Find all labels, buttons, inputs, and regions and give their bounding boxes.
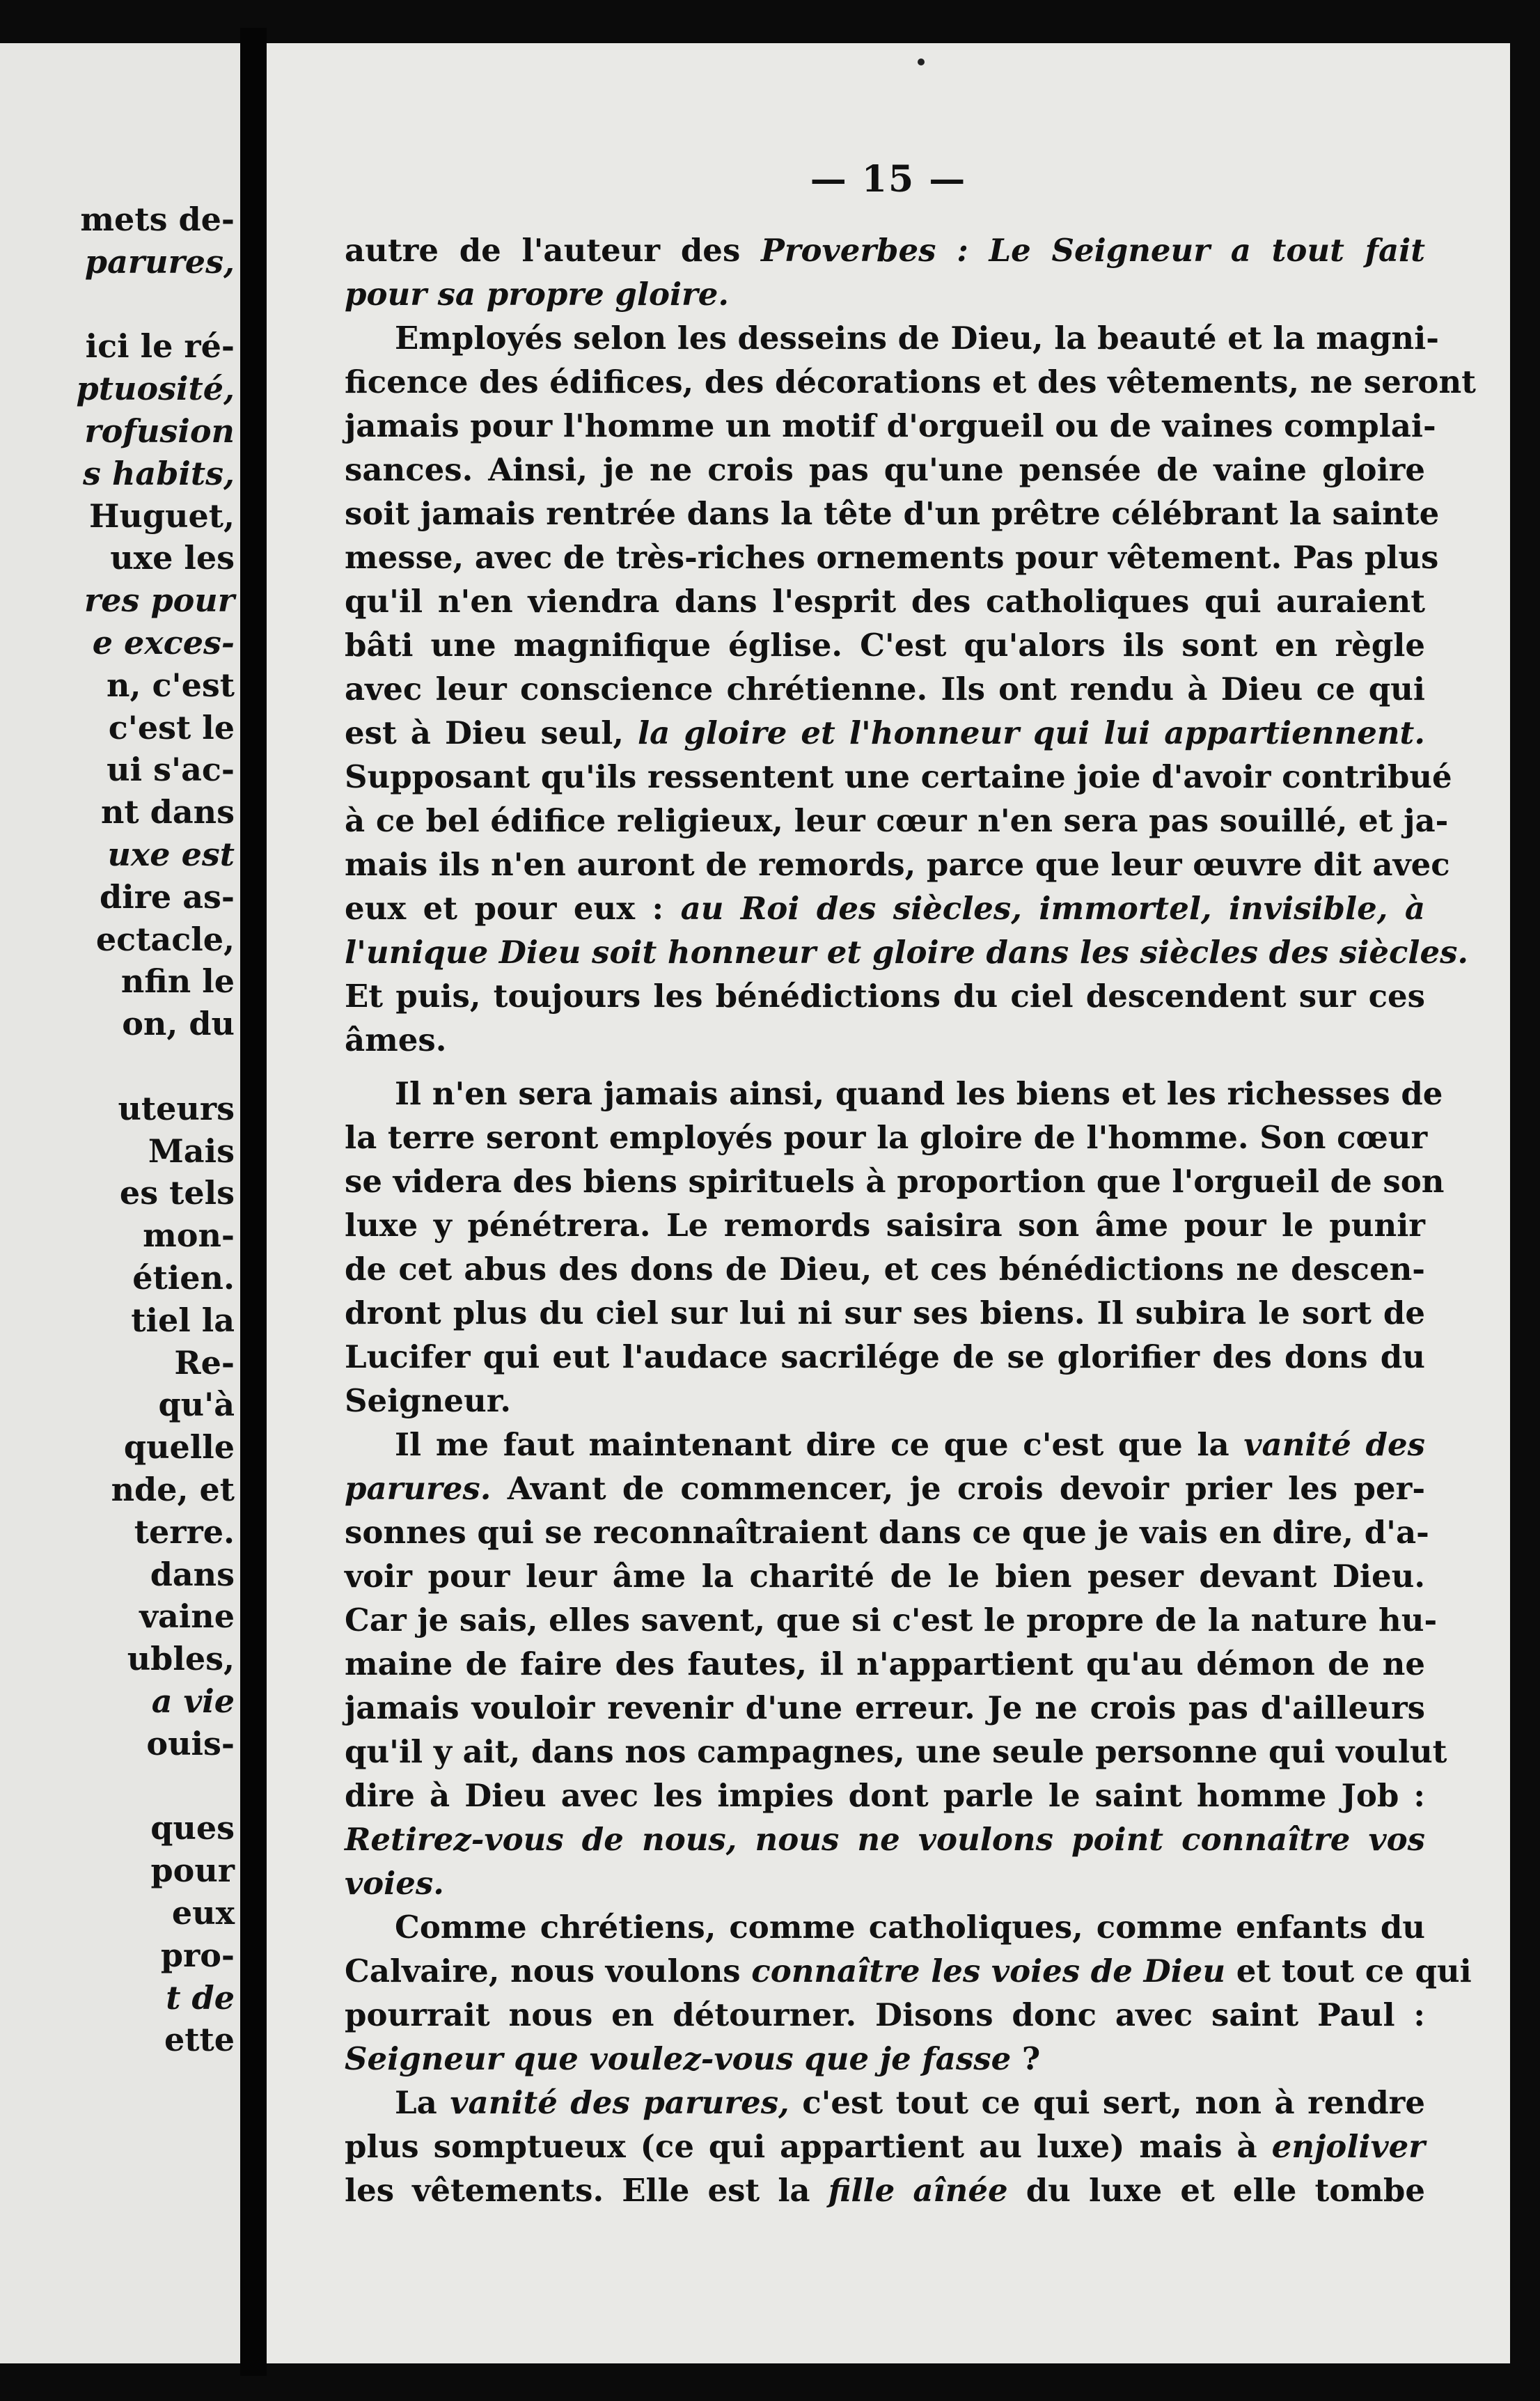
text-line bbox=[345, 667, 1425, 711]
text-line bbox=[345, 448, 1425, 492]
text-line bbox=[345, 1423, 1425, 1467]
text-line bbox=[345, 1861, 1425, 1905]
text-line bbox=[345, 623, 1425, 667]
left-page-line: ouis- bbox=[146, 1724, 235, 1762]
left-page-line: mon- bbox=[143, 1217, 235, 1255]
text-line bbox=[345, 1598, 1438, 1642]
left-page-line: uteurs bbox=[118, 1089, 235, 1127]
text-line bbox=[345, 228, 1425, 272]
italic-text: Retirez-vous de nous, nous ne voulons point connaître vos bbox=[345, 1821, 1425, 1858]
text-line bbox=[345, 1335, 1425, 1379]
left-page-line: uxe est bbox=[107, 836, 235, 873]
text-line bbox=[345, 360, 1476, 404]
left-page-line: Huguet, bbox=[88, 496, 235, 535]
text-span: c'est tout ce qui sert, non à rendre bbox=[789, 2084, 1426, 2121]
text-span: eux et pour eux : bbox=[345, 890, 681, 927]
left-page-line: ubles, bbox=[127, 1640, 235, 1678]
text-line bbox=[345, 1730, 1447, 1774]
left-page-line: étien. bbox=[132, 1259, 235, 1297]
italic-text: fille aînée bbox=[828, 2172, 1008, 2209]
italic-text: la gloire et l'honneur qui lui appartiennent. bbox=[638, 714, 1426, 751]
text-line bbox=[345, 272, 1425, 316]
text-line bbox=[345, 2168, 1425, 2212]
text-span: messe, avec de très-riches ornements pour vêtement. Pas plus bbox=[345, 539, 1439, 576]
text-span: dront plus du ciel sur lui ni sur ses biens. Il subira le sort de bbox=[345, 1295, 1425, 1331]
text-span: Comme chrétiens, comme catholiques, comme enfants du bbox=[395, 1909, 1425, 1946]
text-line bbox=[345, 1554, 1425, 1598]
left-page-line: vaine bbox=[139, 1597, 235, 1636]
text-line bbox=[345, 404, 1436, 448]
page-text bbox=[345, 228, 1476, 2212]
italic-text: l'unique Dieu soit honneur et gloire dans les siècles des siècles. bbox=[345, 934, 1469, 971]
text-span: la terre seront employés pour la gloire de l'homme. Son cœur bbox=[345, 1119, 1428, 1156]
left-page-line: t de bbox=[166, 1978, 235, 2017]
left-page-line: s habits, bbox=[83, 454, 235, 492]
text-span: à ce bel édifice religieux, leur cœur n'en sera pas souillé, et ja- bbox=[345, 802, 1449, 839]
text-span: Calvaire, nous voulons bbox=[345, 1953, 752, 1989]
text-span: sances. Ainsi, je ne crois pas qu'une pensée de vaine gloire bbox=[345, 451, 1425, 488]
text-line bbox=[345, 886, 1425, 930]
text-span: Il n'en sera jamais ainsi, quand les biens et les richesses de bbox=[395, 1075, 1443, 1112]
text-line bbox=[345, 799, 1449, 843]
left-page-line: ques bbox=[150, 1809, 235, 1847]
left-page-line: ptuosité, bbox=[76, 370, 235, 408]
text-line bbox=[345, 579, 1425, 623]
text-span: du luxe et elle tombe bbox=[1007, 2172, 1425, 2209]
italic-text: au Roi des siècles, immortel, invisible, à bbox=[680, 890, 1426, 927]
left-page-line: terre. bbox=[134, 1512, 235, 1551]
text-span: Avant de commencer, je crois devoir prier les per- bbox=[491, 1470, 1425, 1507]
text-span: voir pour leur âme la charité de le bien peser devant Dieu. bbox=[345, 1558, 1425, 1595]
left-page-line: uxe les bbox=[110, 539, 235, 577]
left-page-line: ui s'ac- bbox=[107, 751, 235, 789]
text-line bbox=[345, 1817, 1425, 1861]
left-page-line: tiel la bbox=[131, 1301, 235, 1339]
text-span: autre de l'auteur des bbox=[345, 232, 761, 269]
text-line bbox=[345, 1905, 1425, 1949]
text-span: maine de faire des fautes, il n'appartient qu'au démon de ne bbox=[345, 1645, 1425, 1682]
left-page-line: n, c'est bbox=[107, 666, 235, 704]
text-span: jamais vouloir revenir d'une erreur. Je ne crois pas d'ailleurs bbox=[345, 1689, 1425, 1726]
text-span: La bbox=[395, 2084, 450, 2121]
book-gutter bbox=[240, 28, 267, 2376]
text-span: et tout ce qui bbox=[1225, 1953, 1472, 1989]
text-line bbox=[345, 1510, 1429, 1554]
left-page-line: a vie bbox=[151, 1682, 235, 1720]
text-span: âmes. bbox=[345, 1022, 447, 1058]
left-page-line: parures, bbox=[84, 242, 235, 281]
italic-text: connaître les voies de Dieu bbox=[751, 1953, 1226, 1989]
text-line bbox=[345, 1686, 1425, 1730]
text-line bbox=[345, 930, 1469, 974]
text-line bbox=[345, 1379, 1425, 1423]
text-span: Car je sais, elles savent, que si c'est le propre de la nature hu- bbox=[345, 1602, 1438, 1639]
italic-text: vanité des parures, bbox=[450, 2084, 789, 2121]
left-page-line: Mais bbox=[148, 1132, 235, 1170]
italic-text: pour sa propre gloire. bbox=[345, 276, 730, 313]
italic-text: voies. bbox=[345, 1865, 444, 1902]
text-line bbox=[345, 974, 1425, 1018]
text-line bbox=[345, 535, 1439, 579]
left-page-line: dire as- bbox=[100, 877, 235, 916]
text-span: qu'il n'en viendra dans l'esprit des catholiques qui auraient bbox=[345, 583, 1425, 620]
text-span: Seigneur. bbox=[345, 1382, 511, 1419]
page-number: — 15 — bbox=[810, 158, 967, 201]
left-page-line: Re- bbox=[174, 1343, 235, 1382]
italic-text: vanité des bbox=[1243, 1426, 1425, 1463]
left-page-line: mets de- bbox=[80, 201, 235, 238]
text-span: pourrait nous en détourner. Disons donc avec saint Paul : bbox=[345, 1996, 1425, 2033]
text-span: bâti une magnifique église. C'est qu'alors ils sont en règle bbox=[345, 627, 1425, 664]
text-span: est à Dieu seul, bbox=[345, 714, 638, 751]
text-line bbox=[345, 1467, 1425, 1510]
left-page-line: nfin le bbox=[120, 962, 235, 1001]
left-page-line: ici le ré- bbox=[85, 327, 235, 366]
text-line bbox=[345, 1116, 1428, 1159]
left-page-line: c'est le bbox=[108, 708, 235, 746]
left-page-line: nt dans bbox=[100, 793, 235, 831]
text-span: soit jamais rentrée dans la tête d'un prêtre célébrant la sainte bbox=[345, 495, 1440, 532]
left-page-line: es tels bbox=[119, 1174, 235, 1212]
text-line bbox=[345, 2081, 1425, 2125]
text-line bbox=[345, 755, 1452, 799]
text-line bbox=[345, 1993, 1425, 2037]
text-line bbox=[345, 1949, 1472, 1993]
text-span: ? bbox=[1011, 2040, 1041, 2077]
text-span: ficence des édifices, des décorations et des vêtements, ne seront bbox=[345, 363, 1476, 400]
paragraph-gap bbox=[345, 1062, 1425, 1072]
italic-text: enjoliver bbox=[1271, 2128, 1425, 2165]
italic-text: parures. bbox=[345, 1470, 492, 1507]
left-page-line: ectacle, bbox=[95, 920, 235, 958]
text-line bbox=[345, 1291, 1425, 1335]
left-page-line: on, du bbox=[122, 1005, 235, 1043]
text-span: mais ils n'en auront de remords, parce que leur œuvre dit avec bbox=[345, 846, 1450, 883]
text-span: qu'il y ait, dans nos campagnes, une seule personne qui voulut bbox=[345, 1733, 1447, 1770]
text-line bbox=[345, 1159, 1445, 1203]
text-span: Employés selon les desseins de Dieu, la beauté et la magni- bbox=[395, 320, 1439, 357]
text-span: se videra des biens spirituels à proportion que l'orgueil de son bbox=[345, 1163, 1445, 1200]
left-page-line: pour bbox=[150, 1852, 235, 1890]
text-line bbox=[345, 1203, 1425, 1247]
text-span: avec leur conscience chrétienne. Ils ont rendu à Dieu ce qui bbox=[345, 671, 1425, 707]
text-span: plus somptueux (ce qui appartient au luxe) mais à bbox=[345, 2128, 1272, 2165]
left-page-line: nde, et bbox=[111, 1471, 235, 1508]
left-page-line: e exces- bbox=[92, 624, 235, 662]
text-span: les vêtements. Elle est la bbox=[345, 2172, 828, 2209]
previous-page-fragment bbox=[0, 43, 240, 2363]
text-line bbox=[345, 711, 1425, 755]
text-span: dire à Dieu avec les impies dont parle le saint homme Job : bbox=[345, 1777, 1425, 1814]
text-span: Lucifer qui eut l'audace sacrilége de se glorifier des dons du bbox=[345, 1338, 1425, 1375]
italic-text: Proverbes : Le Seigneur a tout fait bbox=[761, 232, 1425, 269]
text-line bbox=[345, 2037, 1425, 2081]
italic-text: Seigneur que voulez-vous que je fasse bbox=[345, 2040, 1012, 2077]
text-line bbox=[345, 1247, 1425, 1291]
left-page-line: res pour bbox=[84, 581, 235, 620]
left-page-line: dans bbox=[150, 1555, 235, 1593]
text-line bbox=[345, 1774, 1425, 1817]
text-span: jamais pour l'homme un motif d'orgueil ou de vaines complai- bbox=[345, 407, 1436, 444]
text-line bbox=[345, 1072, 1443, 1116]
text-line bbox=[345, 1642, 1425, 1686]
text-line bbox=[345, 1018, 1425, 1062]
book-page bbox=[267, 43, 1510, 2363]
text-span: Et puis, toujours les bénédictions du ciel descendent sur ces bbox=[345, 978, 1425, 1015]
left-page-line: quelle bbox=[123, 1428, 235, 1467]
text-line bbox=[345, 2125, 1425, 2168]
left-page-line: pro- bbox=[160, 1936, 235, 1974]
left-page-line: rofusion bbox=[84, 412, 235, 450]
text-line bbox=[345, 316, 1439, 360]
left-page-line: qu'à bbox=[158, 1386, 235, 1424]
left-page-line: eux bbox=[171, 1894, 235, 1932]
text-span: de cet abus des dons de Dieu, et ces bénédictions ne descen- bbox=[345, 1251, 1425, 1288]
text-line bbox=[345, 492, 1440, 535]
text-span: Il me faut maintenant dire ce que c'est que la bbox=[395, 1426, 1244, 1463]
text-line bbox=[345, 843, 1450, 886]
text-span: luxe y pénétrera. Le remords saisira son âme pour le punir bbox=[345, 1207, 1425, 1244]
ink-speck bbox=[918, 58, 925, 65]
text-span: sonnes qui se reconnaîtraient dans ce que je vais en dire, d'a- bbox=[345, 1514, 1429, 1551]
left-page-line: ette bbox=[164, 2021, 235, 2059]
text-span: Supposant qu'ils ressentent une certaine joie d'avoir contribué bbox=[345, 758, 1452, 795]
